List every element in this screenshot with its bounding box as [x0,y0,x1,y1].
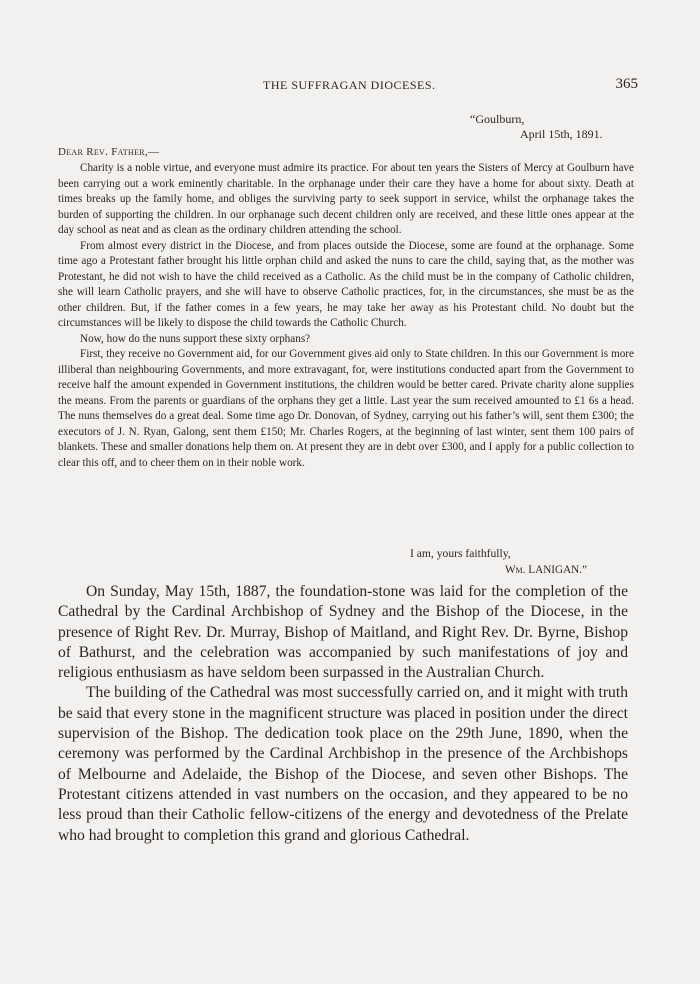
letter-body [58,161,634,471]
letter-paragraph: Now, how do the nuns support these sixty orphans? [80,332,311,345]
running-header [58,78,638,96]
body-paragraph: The building of the Cathedral was most successfully carried on, and it might with truth be said that every stone in the magnificent structure was placed in position under the direct supervision of the Bishop. The dedication took place on the 29th June, 1890, when the ceremony was performed by the Cardinal Archbishop in the presence of the Archbishops of Melbourne and Adelaide, the Bishop of the Diocese, and seven other Bishops. The Protestant citizens attended in vast numbers on the occasion, and they appeared to be no less proud than their Catholic fellow-citizens of the energy and devotedness of the Prelate who had brought to completion this grand and glorious Cathedral. [58,684,628,844]
letter-paragraph: First, they receive no Government aid, for our Government gives aid only to State children. In this our Government is more illiberal than neighbouring Governments, and more extravagant, for, were institutions conducted apart from the Government to receive half the amount expended in Government institutions, the children would be better cared. Private charity alone supplies the means. From the parents or guardians of the orphans they get a little. Last year the sum received amounted to £1 6s a head. The nuns themselves do a great deal. Some time ago Dr. Donovan, of Sydney, carrying out his father’s will, sent them £300; the executors of J. N. Ryan, Galong, sent them £150; Mr. Charles Rogers, at the beginning of last winter, sent them 100 pairs of blankets. These and smaller donations help them on. At present they are in debt over £300, and I apply for a public collection to clear this off, and to cheer them on in their noble work. [58,348,634,469]
page-number: 365 [615,76,638,92]
letter-signature [505,564,587,576]
letter-salutation: Dear Rev. Father,— [58,146,160,158]
letter-paragraph: From almost every district in the Diocese, and from places outside the Diocese, some are found at the orphanage. Some time ago a Protestant father brought his little orphan child and asked the nuns to care the child, saying that, as the mother was Protestant, he did not wish to have the child received as a Catholic. As the child must be in the company of Catholic children, she will learn Catholic prayers, and she will have to observe Catholic practices, for, in the circumstances, she must be as the other children. But, if the father comes in a few years, he may take her away as his Protestant child. No doubt but the circumstances will be likely to dispose the child towards the Catholic Church. [58,239,634,329]
signature-first: Wm. [505,564,526,576]
letter-closing: I am, yours faithfully, [410,547,511,560]
letter-date: April 15th, 1891. [520,127,603,141]
running-title: THE SUFFRAGAN DIOCESES. [263,78,436,92]
letter-place: “Goulburn, [470,112,525,126]
signature-last: LANIGAN.” [528,564,587,576]
main-text [58,582,628,846]
body-paragraph: On Sunday, May 15th, 1887, the foundation-stone was laid for the completion of the Cathedral by the Cardinal Archbishop of Sydney and the Bishop of the Diocese, in the presence of Right Rev. Dr. Murray, Bishop of Maitland, and Right Rev. Dr. Byrne, Bishop of Bathurst, and the celebration was accompanied by such manifestations of joy and religious enthusiasm as have seldom been surpassed in the Australian Church. [58,583,628,682]
letter-paragraph: Charity is a noble virtue, and everyone must admire its practice. For about ten years the Sisters of Mercy at Goulburn have been carrying out a work eminently charitable. In the orphanage under their care they have a home for about sixty. Death at times breaks up the family home, and obliges the surviving party to seek support in service, whilst the orphanage takes the burden of supporting the children. In our orphanage such decent children only are received, and these little ones appear at the day school as neat and as clean as the ordinary children attending the school. [58,162,634,236]
